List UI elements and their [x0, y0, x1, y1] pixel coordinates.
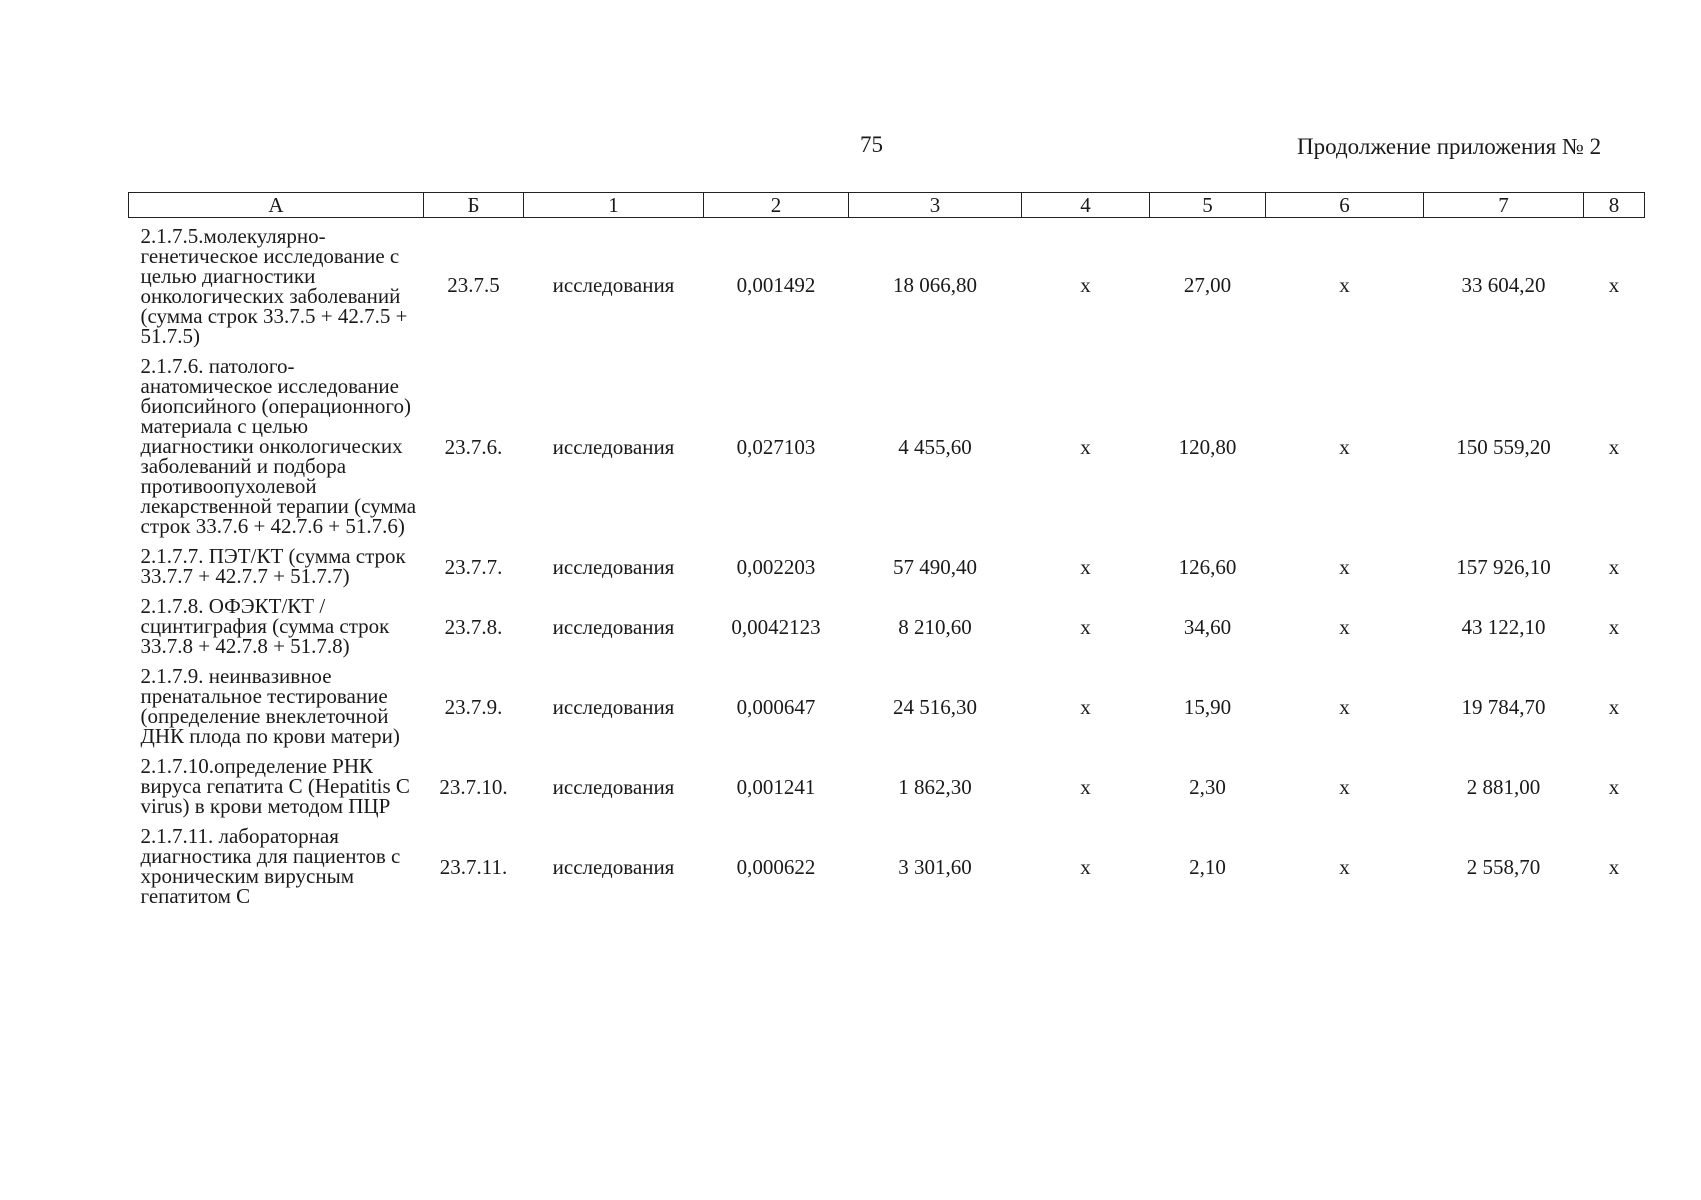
cell-col8: х: [1608, 694, 1620, 719]
continuation-label: Продолжение приложения № 2: [1297, 134, 1602, 159]
row-name: 2.1.7.11. лабораторная диагностика для пациентов с хроническим вирусным гепатитом С: [140, 824, 401, 908]
column-header-row: [129, 193, 1645, 218]
row-name: 2.1.7.9. неинвазивное пренатальное тестирование (определение внеклеточной ДНК плода по крови матери): [140, 664, 400, 748]
cell-col5: 15,90: [1183, 694, 1232, 719]
row-name: 2.1.7.8. ОФЭКТ/КТ / сцинтиграфия (сумма строк 33.7.8 + 42.7.8 + 51.7.8): [140, 594, 390, 658]
cell-col3: 8 210,60: [898, 614, 972, 639]
row-unit: исследования: [552, 774, 675, 799]
cell-col5: 2,30: [1189, 774, 1226, 799]
cell-col3: 18 066,80: [893, 272, 977, 297]
cell-col4: х: [1080, 272, 1091, 297]
cell-col8: х: [1608, 854, 1620, 879]
row-code: 23.7.8.: [444, 614, 503, 639]
cell-col2: 0,002203: [736, 554, 816, 579]
cell-col6: х: [1339, 434, 1350, 459]
column-header: 1: [524, 193, 704, 218]
cell-col5: 120,80: [1178, 434, 1237, 459]
table-row: [129, 542, 1645, 592]
row-code: 23.7.5: [447, 272, 500, 297]
row-name: 2.1.7.10.определение РНК вируса гепатита С (Hepatitis C virus) в крови методом ПЦР: [140, 754, 410, 818]
cell-col6: х: [1339, 554, 1350, 579]
cell-col7: 157 926,10: [1456, 554, 1551, 579]
column-header: 3: [849, 193, 1022, 218]
column-header: А: [129, 193, 424, 218]
cell-col7: 33 604,20: [1461, 272, 1546, 297]
table-row: [129, 592, 1645, 662]
row-name: 2.1.7.7. ПЭТ/КТ (сумма строк 33.7.7 + 42.7.7 + 51.7.7): [140, 544, 406, 588]
cell-col8: х: [1608, 434, 1620, 459]
cell-col6: х: [1339, 854, 1350, 879]
cell-col4: х: [1080, 774, 1091, 799]
row-code: 23.7.11.: [439, 854, 508, 879]
row-code: 23.7.7.: [444, 554, 503, 579]
cell-col8: х: [1608, 272, 1620, 297]
row-unit: исследования: [552, 614, 675, 639]
cell-col7: 43 122,10: [1461, 614, 1546, 639]
row-name: 2.1.7.6. патолого-анатомическое исследование биопсийного (операционного) материала с целью диагностики онкологических заболеваний и подбора противоопухолевой лекарственной терапии (сумма строк 33.7.6 + 42.7.6 + 51.7.6): [140, 354, 417, 538]
cell-col2: 0,000622: [736, 854, 816, 879]
row-unit: исследования: [552, 434, 675, 459]
table-row: [129, 752, 1645, 822]
cell-col7: 150 559,20: [1456, 434, 1551, 459]
cell-col2: 0,001241: [736, 774, 816, 799]
cell-col3: 1 862,30: [898, 774, 972, 799]
row-code: 23.7.10.: [439, 774, 508, 799]
cell-col3: 24 516,30: [893, 694, 977, 719]
cell-col4: х: [1080, 854, 1091, 879]
cell-col7: 2 881,00: [1466, 774, 1541, 799]
cell-col6: х: [1339, 694, 1350, 719]
cell-col6: х: [1339, 774, 1350, 799]
table-row: [129, 662, 1645, 752]
column-header: 6: [1266, 193, 1424, 218]
cell-col2: 0,0042123: [731, 614, 821, 639]
cell-col2: 0,000647: [736, 694, 816, 719]
row-code: 23.7.6.: [444, 434, 503, 459]
cell-col5: 27,00: [1183, 272, 1232, 297]
column-header: 4: [1022, 193, 1150, 218]
row-name: 2.1.7.5.молекулярно-генетическое исследование с целью диагностики онкологических заболеваний (сумма строк 33.7.5 + 42.7.5 + 51.7.5): [140, 224, 408, 348]
cell-col4: х: [1080, 554, 1091, 579]
cell-col4: х: [1080, 434, 1091, 459]
column-header: 7: [1424, 193, 1584, 218]
cell-col3: 3 301,60: [898, 854, 972, 879]
column-header: 8: [1584, 193, 1645, 218]
table-row: [129, 352, 1645, 542]
cell-col4: х: [1080, 694, 1091, 719]
cell-col6: х: [1339, 272, 1350, 297]
cell-col3: 4 455,60: [898, 434, 972, 459]
cell-col3: 57 490,40: [893, 554, 977, 579]
row-unit: исследования: [552, 694, 675, 719]
cell-col8: х: [1608, 614, 1620, 639]
cell-col6: х: [1339, 614, 1350, 639]
row-code: 23.7.9.: [444, 694, 503, 719]
cell-col5: 2,10: [1189, 854, 1226, 879]
column-header: Б: [424, 193, 524, 218]
cell-col5: 34,60: [1183, 614, 1232, 639]
column-header: 5: [1150, 193, 1266, 218]
page-number: 75: [860, 132, 883, 157]
data-table: [128, 192, 1645, 912]
column-header: 2: [704, 193, 849, 218]
cell-col8: х: [1608, 554, 1620, 579]
cell-col2: 0,027103: [736, 434, 816, 459]
cell-col2: 0,001492: [736, 272, 816, 297]
row-unit: исследования: [552, 854, 675, 879]
cell-col7: 19 784,70: [1461, 694, 1546, 719]
cell-col5: 126,60: [1178, 554, 1237, 579]
table-row: [129, 218, 1645, 353]
cell-col4: х: [1080, 614, 1091, 639]
cell-col7: 2 558,70: [1466, 854, 1541, 879]
row-unit: исследования: [552, 272, 675, 297]
table-row: [129, 822, 1645, 912]
cell-col8: х: [1608, 774, 1620, 799]
row-unit: исследования: [552, 554, 675, 579]
